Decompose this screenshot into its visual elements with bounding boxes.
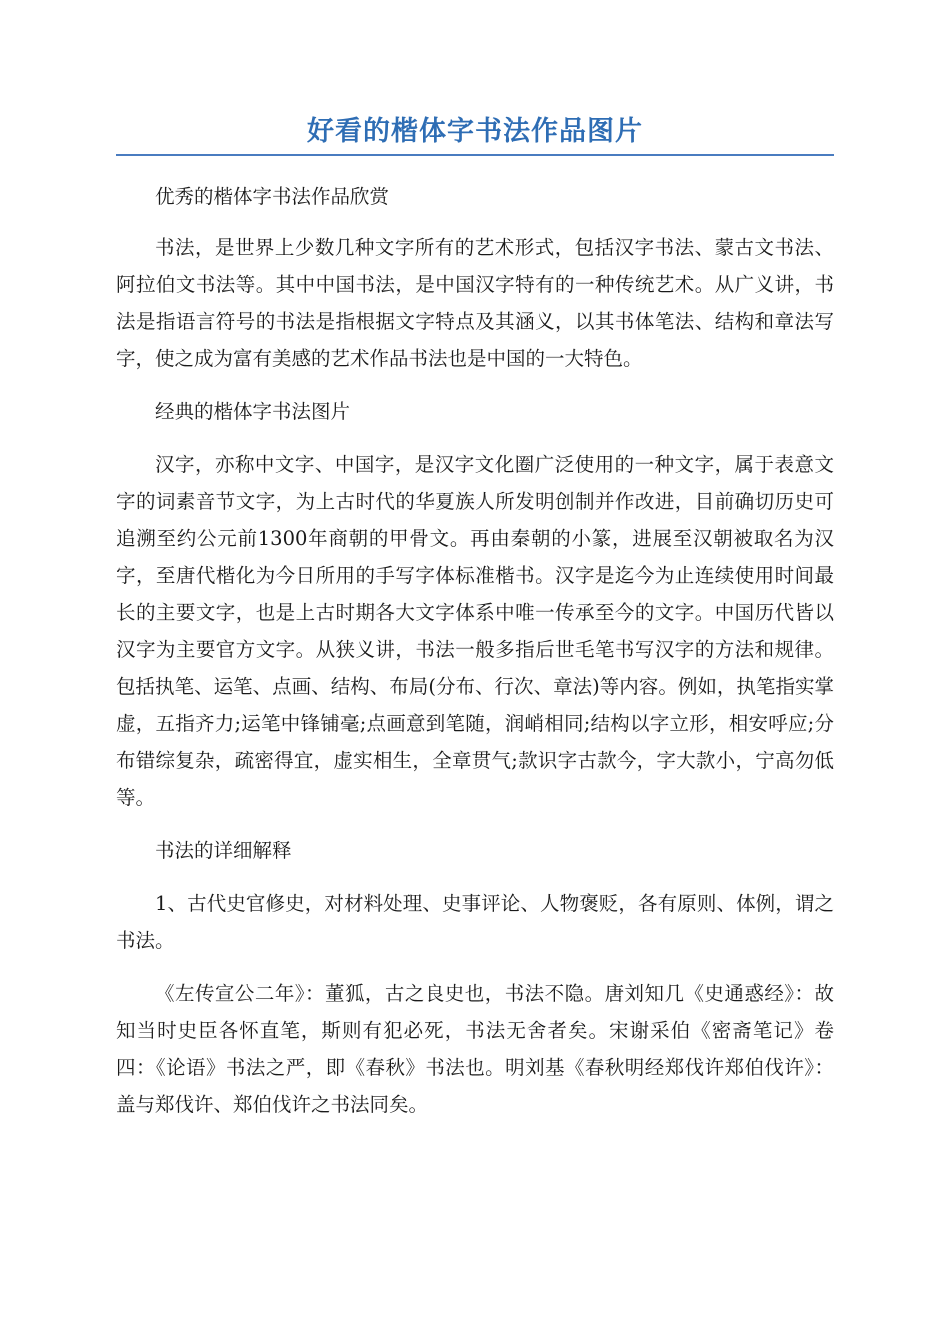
section-heading-detailed-explanation: 书法的详细解释 bbox=[155, 839, 292, 862]
paragraph-definition-1: 1、古代史官修史，对材料处理、史事评论、人物褒贬，各有原则、体例，谓之书法。 bbox=[116, 892, 834, 952]
document-title: 好看的楷体字书法作品图片 bbox=[116, 112, 834, 156]
section-heading-appreciation: 优秀的楷体字书法作品欣赏 bbox=[155, 185, 390, 208]
paragraph-classical-citations: 《左传宣公二年》：董狐，古之良史也，书法不隐。唐刘知几《史通惑经》：故知当时史臣各怀直笔，斯则有犯必死，书法无舍者矣。宋谢采伯《密斋笔记》卷四：《论语》书法之严，即《春秋》书法也。明刘基《春秋明经郑伐许郑伯伐许》：盖与郑伐许、郑伯伐许之书法同矣。 bbox=[116, 982, 834, 1116]
paragraph-chinese-characters: 汉字，亦称中文字、中国字，是汉字文化圈广泛使用的一种文字，属于表意文字的词素音节文字，为上古时代的华夏族人所发明创制并作改进，目前确切历史可追溯至约公元前1300年商朝的甲骨文。再由秦朝的小篆，进展至汉朝被取名为汉字，至唐代楷化为今日所用的手写字体标准楷书。汉字是迄今为止连续使用时间最长的主要文字，也是上古时期各大文字体系中唯一传承至今的文字。中国历代皆以汉字为主要官方文字。从狭义讲，书法一般多指后世毛笔书写汉字的方法和规律。包括执笔、运笔、点画、结构、布局(分布、行次、章法)等内容。例如，执笔指实掌虚，五指齐力;运笔中锋铺毫;点画意到笔随，润峭相同;结构以字立形，相安呼应;分布错综复杂，疏密得宜，虚实相生，全章贯气;款识字古款今，字大款小，宁高勿低等。 bbox=[116, 453, 834, 809]
document-body bbox=[116, 178, 834, 1123]
section-heading-classic-images: 经典的楷体字书法图片 bbox=[155, 400, 351, 423]
document-page bbox=[116, 0, 834, 1123]
paragraph-calligraphy-intro: 书法，是世界上少数几种文字所有的艺术形式，包括汉字书法、蒙古文书法、阿拉伯文书法等。其中中国书法，是中国汉字特有的一种传统艺术。从广义讲，书法是指语言符号的书法是指根据文字特点及其涵义，以其书体笔法、结构和章法写字，使之成为富有美感的艺术作品书法也是中国的一大特色。 bbox=[116, 236, 834, 370]
